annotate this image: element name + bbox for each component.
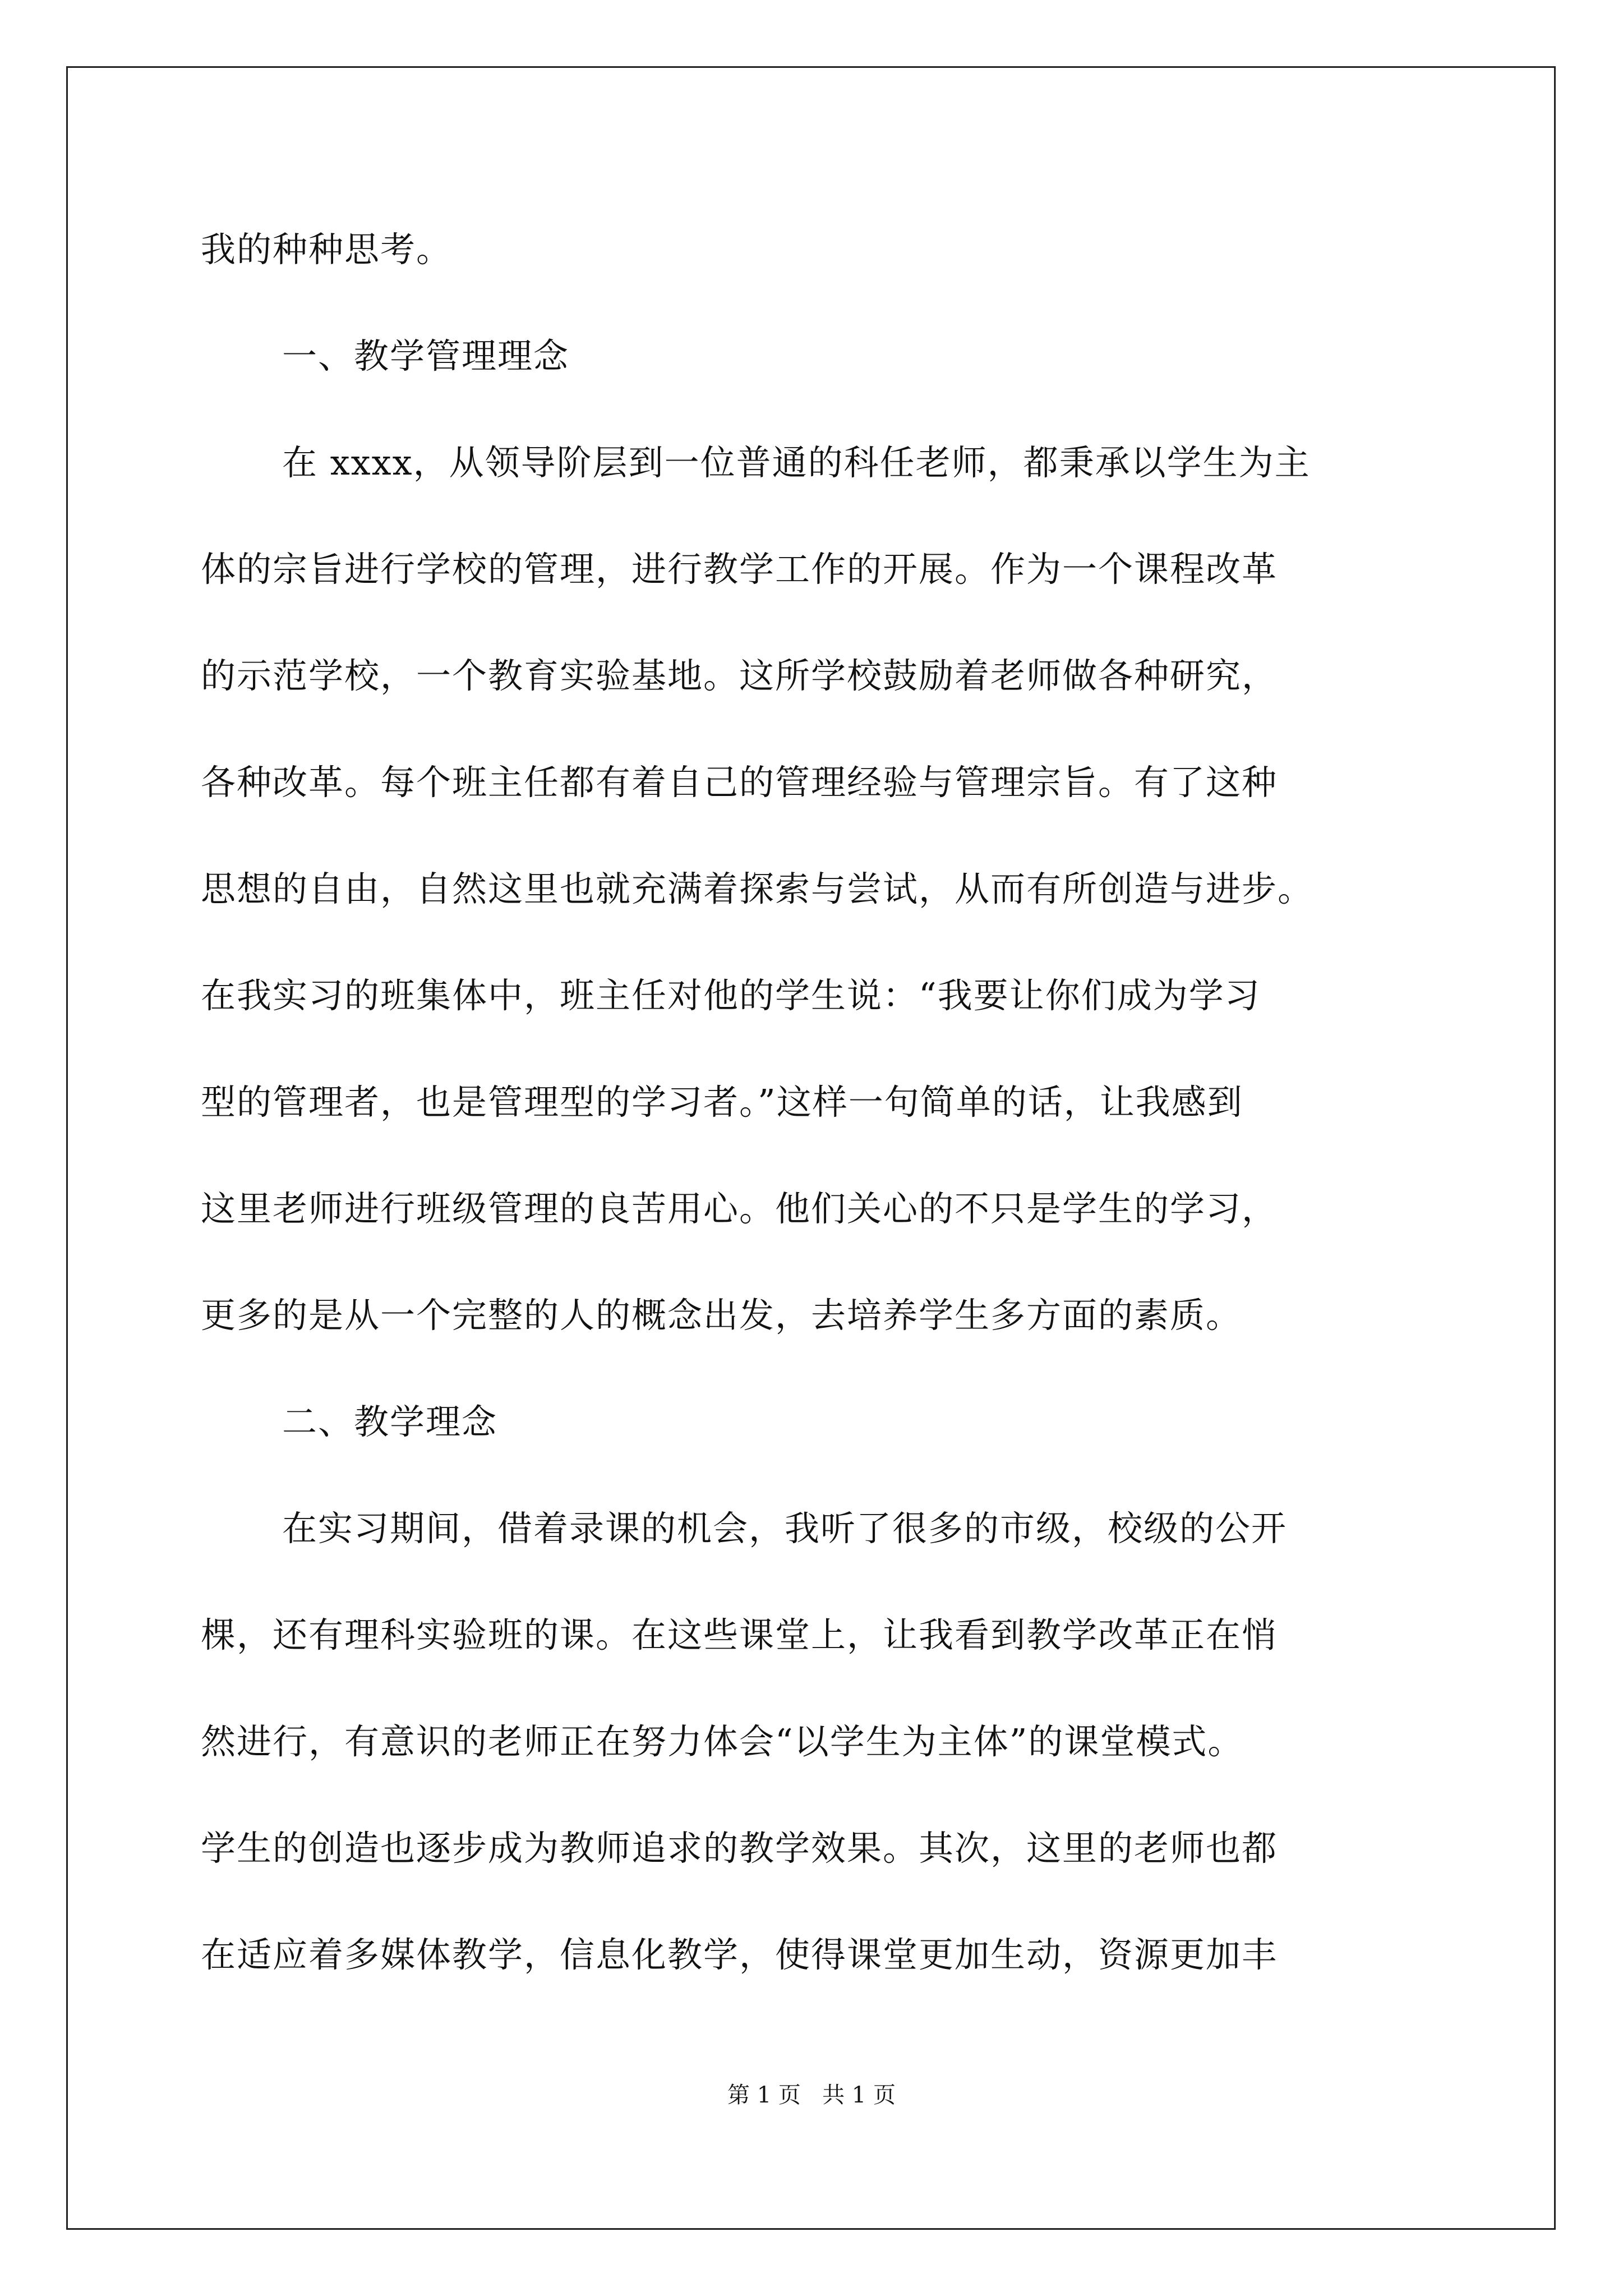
page-border bbox=[66, 66, 1556, 2230]
text-line: 思想的自由，自然这里也就充满着探索与尝试，从而有所创造与进步。 bbox=[201, 868, 1314, 909]
text-line: 棵，还有理科实验班的课。在这些课堂上，让我看到教学改革正在悄 bbox=[201, 1614, 1278, 1655]
text-line: 在我实习的班集体中，班主任对他的学生说：“我要让你们成为学习 bbox=[201, 975, 1261, 1016]
text-line: 我的种种思考。 bbox=[201, 229, 453, 270]
text-line: 这里老师进行班级管理的良苦用心。他们关心的不只是学生的学习， bbox=[201, 1188, 1278, 1229]
text-line: 型的管理者，也是管理型的学习者。”这样一句简单的话，让我感到 bbox=[201, 1082, 1243, 1122]
text-line: 在实习期间，借着录课的机会，我听了很多的市级，校级的公开 bbox=[282, 1508, 1288, 1549]
text-line: 然进行，有意识的老师正在努力体会“以学生为主体”的课堂模式。 bbox=[201, 1721, 1244, 1762]
text-line: 更多的是从一个完整的人的概念出发，去培养学生多方面的素质。 bbox=[201, 1295, 1242, 1336]
text-line: 各种改革。每个班主任都有着自己的管理经验与管理宗旨。有了这种 bbox=[201, 762, 1278, 803]
section-heading: 二、教学理念 bbox=[282, 1401, 498, 1442]
text-line: 的示范学校，一个教育实验基地。这所学校鼓励着老师做各种研究， bbox=[201, 655, 1278, 696]
page-footer: 第 1 页 共 1 页 bbox=[727, 2082, 896, 2108]
text-line: 在 xxxx，从领导阶层到一位普通的科任老师，都秉承以学生为主 bbox=[282, 442, 1311, 483]
text-line: 体的宗旨进行学校的管理，进行教学工作的开展。作为一个课程改革 bbox=[201, 549, 1278, 590]
section-heading: 一、教学管理理念 bbox=[282, 335, 570, 376]
text-line: 学生的创造也逐步成为教师追求的教学效果。其次，这里的老师也都 bbox=[201, 1828, 1278, 1869]
text-line: 在适应着多媒体教学，信息化教学，使得课堂更加生动，资源更加丰 bbox=[201, 1934, 1278, 1975]
